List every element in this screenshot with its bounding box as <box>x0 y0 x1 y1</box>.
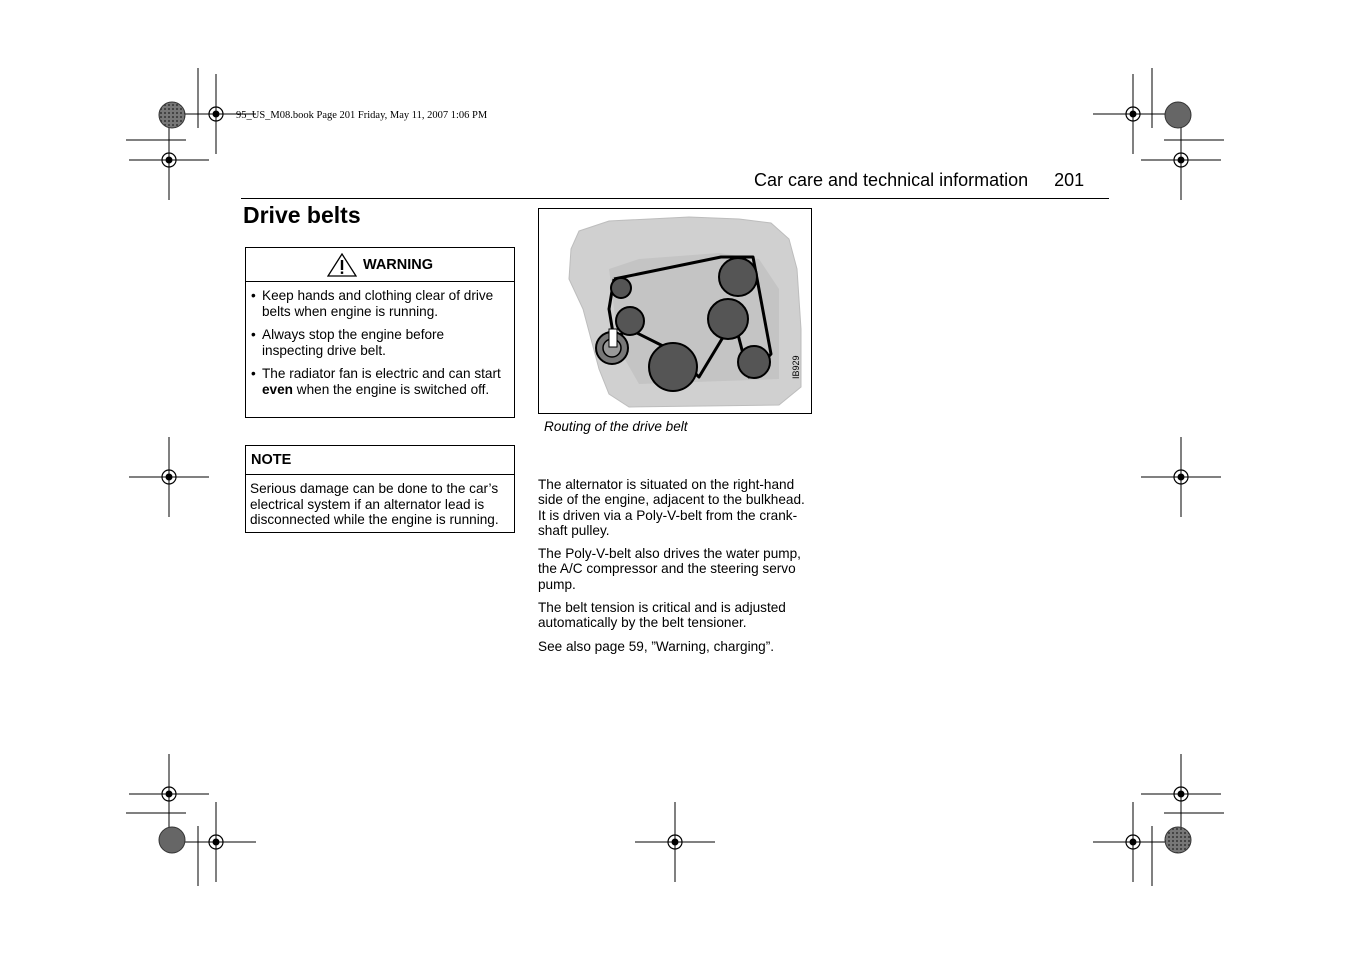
warning-item: • Keep hands and clothing clear of drive belts when engine is running. <box>262 288 506 319</box>
body-paragraph: The alternator is situated on the right-hand side of the engine, adjacent to the bulkhead. It is driven via a Poly-V-belt from the crank-shaft pulley. <box>538 477 805 538</box>
running-header <box>754 170 1084 191</box>
header-rule <box>241 198 1109 199</box>
body-paragraph: The Poly-V-belt also drives the water pump, the A/C compressor and the steering servo pump. <box>538 546 801 592</box>
warning-box <box>245 247 515 418</box>
book-info-line: 95_US_M08.book Page 201 Friday, May 11, 2007 1:06 PM <box>236 110 488 121</box>
warning-label: WARNING <box>362 256 434 273</box>
note-label: NOTE <box>246 446 514 475</box>
note-box <box>245 445 515 533</box>
body-paragraph: See also page 59, ”Warning, charging”. <box>538 638 775 654</box>
warning-triangle-icon <box>327 253 357 277</box>
figure-code: IB929 <box>791 355 801 379</box>
warning-item-emphasis: even <box>262 381 293 397</box>
warning-item-text: when the engine is switched off. <box>292 381 490 397</box>
warning-header <box>246 248 514 282</box>
drive-belt-figure <box>538 208 812 414</box>
warning-item-text: The radiator fan is electric and can start <box>262 366 501 381</box>
drive-belt-illustration <box>539 209 811 413</box>
section-title: Car care and technical information <box>754 170 1029 190</box>
figure-caption: Routing of the drive belt <box>544 419 688 434</box>
warning-item <box>262 366 506 397</box>
note-text: Serious damage can be done to the car’s electrical system if an alternator lead is disconnected while the engine is running. <box>250 481 499 527</box>
body-paragraph: The belt tension is critical and is adjusted automatically by the belt tensioner. <box>538 600 786 631</box>
page-title: Drive belts <box>243 202 361 228</box>
page-number: 201 <box>1054 170 1085 190</box>
body-text <box>538 477 814 662</box>
warning-item: • Always stop the engine before inspecting drive belt. <box>262 327 506 358</box>
